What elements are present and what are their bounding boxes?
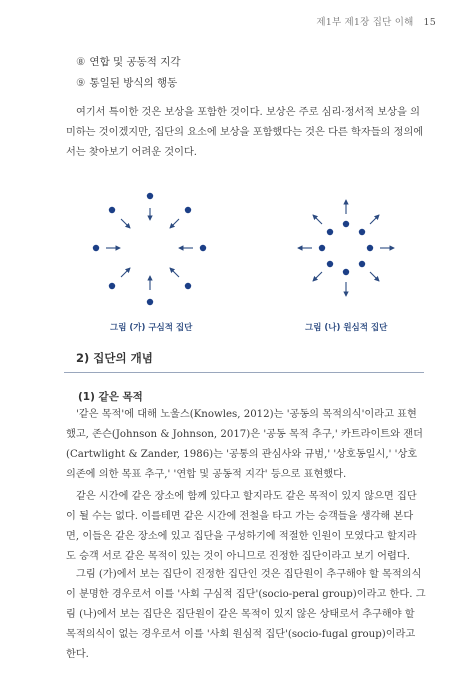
outward-arrow — [313, 215, 322, 224]
page-number: 15 — [423, 17, 436, 28]
centrifugal-diagram — [298, 200, 394, 296]
member-dot — [147, 193, 153, 199]
member-dot — [327, 229, 333, 235]
member-dot — [359, 261, 365, 267]
member-dot — [343, 269, 349, 275]
inward-arrow — [170, 219, 179, 228]
list-item — [76, 73, 181, 94]
member-dot — [200, 245, 206, 251]
list-marker: ⑧ — [76, 56, 86, 68]
member-dot — [327, 261, 333, 267]
member-dot — [343, 221, 349, 227]
list-item-text: 통일된 방식의 행동 — [89, 77, 178, 89]
member-dot — [185, 283, 191, 289]
list-item — [76, 52, 181, 73]
figure-caption-right: 그림 (나) 원심적 집단 — [305, 323, 388, 333]
outward-arrow — [370, 272, 379, 281]
member-dot — [93, 245, 99, 251]
running-header — [316, 14, 436, 28]
body-paragraph: '같은 목적'에 대해 노울스(Knowles, 2012)는 '공동의 목적의식'이라고 표현했고, 존슨(Johnson & Johnson, 2017)은 '공동 목적 추구,' 카트라이트와 잰더(Cartwlight & Zander, 1986)는 '공통의 관심사와 규범,' '상호동일시,' '상호의존에 의한 목표 추구,' '연합 및 공동적 지각' 등으로 표현했다. — [66, 409, 423, 480]
body-paragraph: 그림 (가)에서 보는 집단이 진정한 집단인 것은 집단원이 추구해야 할 목적의식이 분명한 경우로서 이를 '사회 구심적 집단'(socio-peral group)이라고 한다. 그림 (나)에서 보는 집단은 집단원이 같은 목적이 있지 않은 상태로서 추구해야 할 목적의식이 없는 경우로서 이를 '사회 원심적 집단'(socio-fugal group)이라고 한다. — [66, 569, 426, 660]
section-divider — [64, 372, 424, 373]
numbered-list — [76, 52, 181, 94]
list-marker: ⑨ — [76, 77, 86, 89]
figure-caption-left: 그림 (가) 구심적 집단 — [110, 323, 193, 333]
member-dot — [185, 207, 191, 213]
intro-paragraph: 여기서 특이한 것은 보상을 포함한 것이다. 보상은 주로 심리·정서적 보상을 의미하는 것이겠지만, 집단의 요소에 보상을 포함했다는 것은 다른 학자들의 정의에서는 찾아보기 어려운 것이다. — [66, 107, 424, 158]
subsection-heading: (1) 같은 목적 — [78, 391, 143, 403]
member-dot — [319, 245, 325, 251]
inward-arrow — [121, 268, 130, 277]
member-dot — [109, 283, 115, 289]
member-dot — [147, 299, 153, 305]
section-heading: 2) 집단의 개념 — [76, 351, 153, 365]
inward-arrow — [170, 268, 179, 277]
centripetal-diagram — [93, 193, 206, 305]
list-item-text: 연합 및 공동적 지각 — [89, 56, 181, 68]
inward-arrow — [121, 219, 130, 228]
outward-arrow — [313, 272, 322, 281]
member-dot — [359, 229, 365, 235]
running-title: 제1부 제1장 집단 이해 — [316, 17, 414, 28]
outward-arrow — [370, 215, 379, 224]
member-dot — [367, 245, 373, 251]
member-dot — [109, 207, 115, 213]
body-paragraph: 같은 시간에 같은 장소에 함께 있다고 할지라도 같은 목적이 있지 않으면 집단이 될 수는 없다. 이를테면 같은 시간에 전철을 타고 가는 승객들을 생각해 본다면, 이들은 같은 장소에 있고 집단을 구성하기에 적절한 인원이 모였다고 할지라도 승객 서로 같은 목적이 있는 것이 아니므로 진정한 집단이라고 보기 어렵다. — [66, 491, 417, 562]
